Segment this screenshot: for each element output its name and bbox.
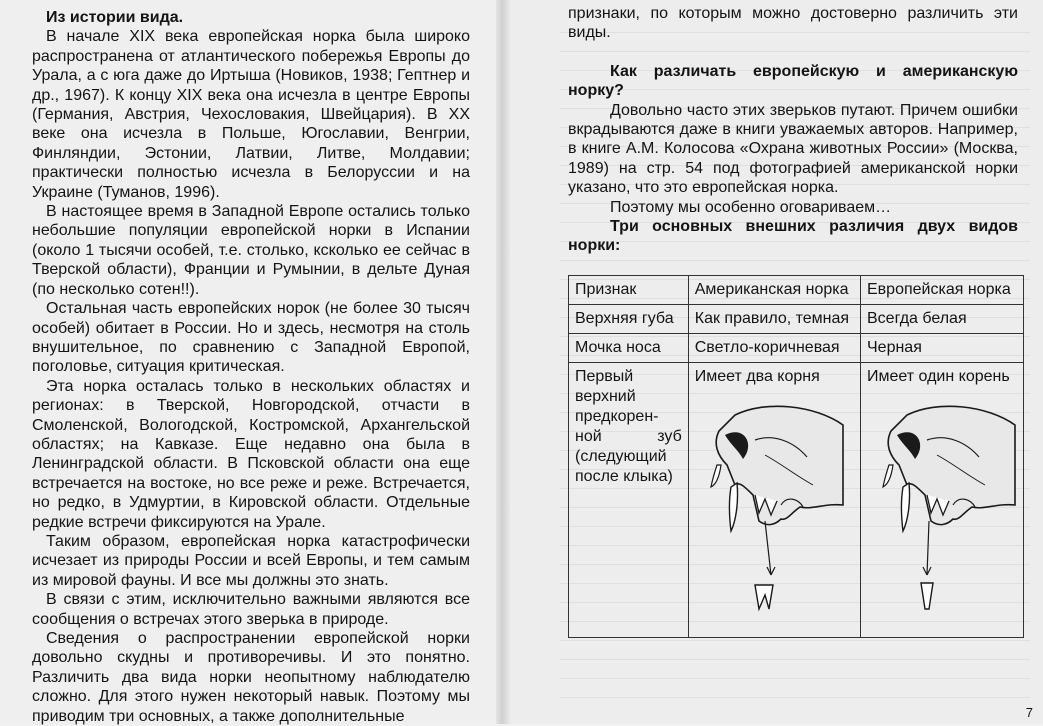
book-gutter [496,0,510,724]
european-mink-skull-drawing [867,395,1017,615]
paragraph-history-3: Остальная часть европейских норок (не более 30 тысяч особей) обитает в России. Но и здесь, несмотря на столь внушительное, по сравнению с Западной Европой, поголовье, ситуация критическая. [32,300,470,376]
cell-tooth-american [688,363,860,638]
cell-american: Как правило, темная [688,305,860,334]
american-mink-skull-drawing [695,395,845,615]
page-number: 7 [1025,705,1033,720]
header-european: Европейская норка [861,276,1024,305]
cell-european: Черная [861,334,1024,363]
paragraph-history-4: Эта норка осталась только в нескольких областях и регионах: в Тверской, Новгородской, отчасти в Смоленской, Вологодской, Костромской, Архангельской областях; на Кавказе. Еще недавно она была в Ленинградской области. В Псковской области она еще встречается на востоке, но все реже и реже. Встречается, но редко, в Удмуртии, в Кировской области. Отдельные редкие встречи фиксируются на Урале. [32,377,470,531]
header-feature: Признак [569,276,689,305]
cell-tooth-european [861,363,1024,638]
paragraph-history-5: Таким образом, европейская норка катастрофически исчезает из природы России и всей Европы, и тем самым из мировой фауны. И все мы должны это знать. [32,532,470,589]
history-heading: Из истории вида. [46,9,184,26]
paragraph-history-1: В начале XIX века европейская норка была широко распространена от атлантического побережья Европы до Урала, а с юга даже до Иртыша (Новиков, 1938; Гептнер и др., 1967). К концу XIX века она исчезла в центре Европы (Германия, Австрия, Чехословакия, Швейцария). В XX веке она исчезла в Польше, Югославии, Венгрии, Финляндии, Эстонии, Латвии, Литве, Молдавии; практически полностью исчезла в Белоруссии и на Украине (Туманов, 1996). [32,28,470,201]
cell-european: Всегда белая [861,305,1024,334]
comparison-table [568,275,1024,638]
cell-tooth-american-text: Имеет два корня [694,368,820,385]
table-header-row [569,276,1024,305]
continued-text: признаки, по которым можно достоверно различить эти виды. [568,5,1018,42]
table-row [569,334,1024,363]
paragraph-history-6: В связи с этим, исключительно важными являются все сообщения о встречах этого зверька в природе. [32,591,470,628]
cell-feature: Мочка носа [569,334,689,363]
cell-tooth-feature: Первый верхний предкорен-ной зуб (следующий после клыка) [569,363,689,638]
table-heading: Три основных внешних различия двух видов норки: [568,218,1018,255]
left-page-text [32,8,470,726]
cell-feature: Верхняя губа [569,305,689,334]
table-row-tooth [569,363,1024,638]
emphasis-line: Поэтому мы особенно оговариваем… [610,198,892,216]
paragraph-history-7: Сведения о распространении европейской норки довольно скудны и противоречивы. И это понятно. Различить два вида норки неопытному наблюдателю сложно. Для этого нужен некоторый навык. Поэтому мы приводим три основных, а также дополнительные [32,630,470,725]
right-page-text [568,4,1018,256]
mistake-paragraph: Довольно часто этих зверьков путают. Причем ошибки вкрадываются даже в книги уважаемых авторов. Например, в книге А.М. Колосова «Охрана животных России» (Москва, 1989) на стр. 54 под фотографией американской норки указано, что это европейская норка. [568,101,1018,197]
header-american: Американская норка [688,276,860,305]
question-heading: Как различать европейскую и американскую норку? [568,62,1018,100]
table-row [569,305,1024,334]
cell-tooth-european-text: Имеет один корень [867,368,1010,385]
cell-american: Светло-коричневая [688,334,860,363]
paragraph-history-2: В настоящее время в Западной Европе остались только небольшие популяции европейской норки в Испании (около 1 тысячи особей, т.е. столько, ксколько ее сейчас в Тверской области), Франции и Румынии, в дельте Дуная (по несколько сотен!!). [32,203,470,298]
